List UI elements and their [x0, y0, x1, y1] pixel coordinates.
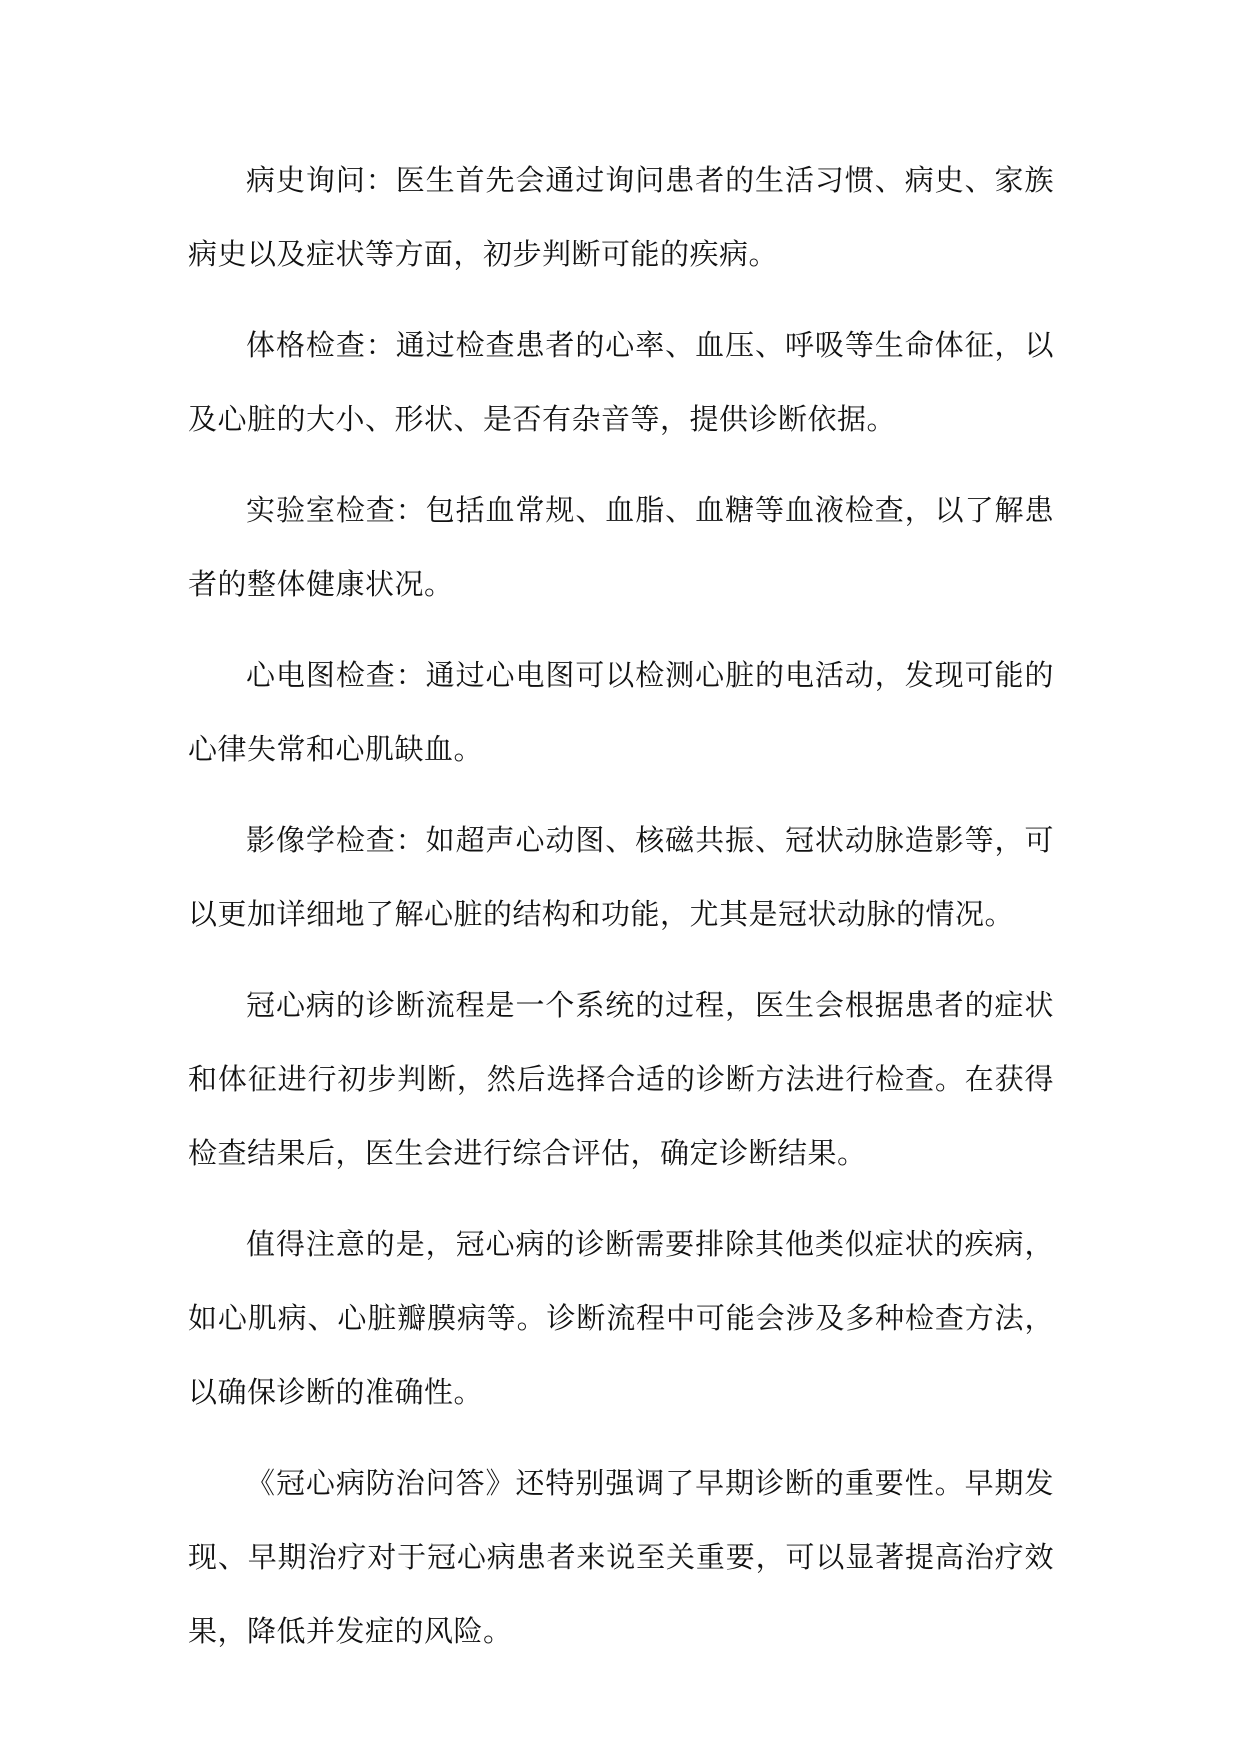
paragraph-lab-tests: 实验室检查：包括血常规、血脂、血糖等血液检查，以了解患者的整体健康状况。 — [188, 493, 1054, 601]
paragraph-differential-diagnosis: 值得注意的是，冠心病的诊断需要排除其他类似症状的疾病，如心肌病、心脏瓣膜病等。诊断流程中可能会涉及多种检查方法，以确保诊断的准确性。 — [188, 1227, 1054, 1409]
document-body — [188, 143, 1054, 1685]
paragraph-early-diagnosis: 《冠心病防治问答》还特别强调了早期诊断的重要性。早期发现、早期治疗对于冠心病患者来说至关重要，可以显著提高治疗效果，降低并发症的风险。 — [188, 1466, 1054, 1648]
paragraph-imaging: 影像学检查：如超声心动图、核磁共振、冠状动脉造影等，可以更加详细地了解心脏的结构和功能，尤其是冠状动脉的情况。 — [188, 823, 1054, 931]
paragraph-diagnosis-process: 冠心病的诊断流程是一个系统的过程，医生会根据患者的症状和体征进行初步判断，然后选择合适的诊断方法进行检查。在获得检查结果后，医生会进行综合评估，确定诊断结果。 — [188, 988, 1054, 1170]
paragraph-ecg: 心电图检查：通过心电图可以检测心脏的电活动，发现可能的心律失常和心肌缺血。 — [188, 658, 1054, 766]
paragraph-medical-history: 病史询问：医生首先会通过询问患者的生活习惯、病史、家族病史以及症状等方面，初步判断可能的疾病。 — [188, 163, 1054, 271]
paragraph-physical-exam: 体格检查：通过检查患者的心率、血压、呼吸等生命体征，以及心脏的大小、形状、是否有杂音等，提供诊断依据。 — [188, 328, 1054, 436]
